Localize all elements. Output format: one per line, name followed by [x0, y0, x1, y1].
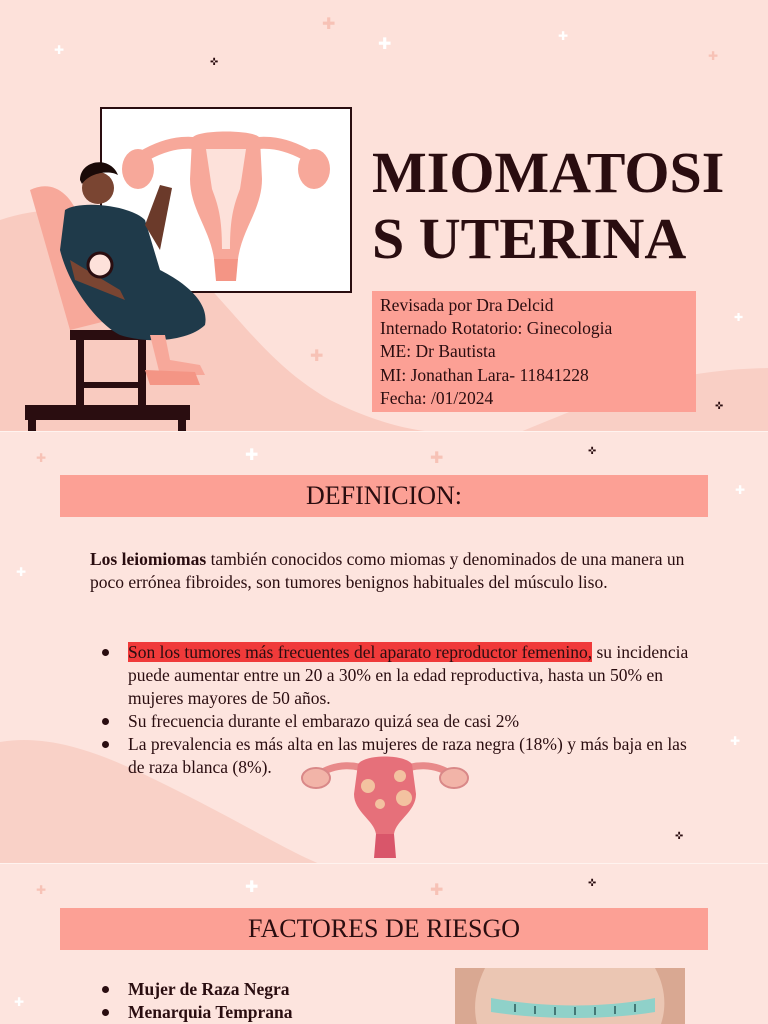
presentation-title: MIOMATOSIS UTERINA [372, 140, 725, 271]
definition-term: Los leiomiomas [90, 549, 207, 569]
info-mi: MI: Jonathan Lara- 11841228 [380, 364, 589, 385]
info-rotation: Internado Rotatorio: Ginecologia [380, 318, 613, 339]
tape-measure-photo [455, 968, 685, 1024]
sparkle-icon: ✚ [310, 346, 324, 365]
list-item: Mujer de Raza Negra [90, 978, 293, 1001]
info-reviewer: Revisada por Dra Delcid [380, 295, 554, 315]
sparkle-icon: ✚ [378, 34, 392, 53]
sparkle-icon: ✚ [735, 483, 746, 497]
sparkle-icon: ✚ [36, 883, 47, 897]
info-me: ME: Dr Bautista [380, 341, 496, 362]
sparkle-icon: ✚ [14, 995, 25, 1009]
sparkle-icon: ✚ [16, 565, 27, 579]
list-item [90, 641, 690, 710]
cross-icon: ✜ [675, 831, 684, 842]
definition-paragraph [90, 548, 690, 594]
definicion-heading: DEFINICION: [60, 475, 708, 517]
list-item: Menarquia Temprana [90, 1001, 293, 1024]
bullet-text: La prevalencia es más alta en las mujeres de raza negra (18%) y más baja en las de raza blanca (8%). [128, 734, 687, 777]
bullet-text: su incidencia puede aumentar entre un 20 a 30% en la edad reproductiva, hasta un 50% en mujeres mayores de 50 años. [128, 642, 689, 708]
presentation-info-box [372, 291, 696, 412]
cross-icon: ✜ [715, 401, 724, 412]
sparkle-icon: ✚ [430, 880, 444, 899]
info-date: Fecha: /01/2024 [380, 387, 494, 408]
definition-text: también conocidos como miomas y denominados de una manera un poco errónea fibroides, son tumores benignos habituales del músculo liso. [90, 549, 685, 592]
highlighted-text: Son los tumores más frecuentes del aparato reproductor femenino, [128, 642, 593, 662]
sparkle-icon: ✚ [708, 49, 719, 63]
list-item [90, 710, 690, 733]
bullet-text: Su frecuencia durante el embarazo quizá sea de casi 2% [128, 711, 520, 731]
sparkle-icon: ✚ [730, 734, 741, 748]
cover-slide [0, 0, 768, 432]
seated-woman-illustration [10, 150, 250, 432]
factores-heading: FACTORES DE RIESGO [60, 908, 708, 950]
sparkle-icon: ✚ [54, 43, 65, 57]
risk-factors-list [90, 978, 293, 1024]
sparkle-icon: ✚ [36, 451, 47, 465]
uterus-fibroids-illustration [296, 754, 472, 860]
sparkle-icon: ✚ [430, 448, 444, 467]
cross-icon: ✜ [588, 446, 597, 457]
cross-icon: ✜ [588, 878, 597, 889]
sparkle-icon: ✚ [322, 14, 336, 33]
sparkle-icon: ✚ [245, 445, 259, 464]
tape-measure-drawing [455, 968, 685, 1024]
sparkle-icon: ✚ [734, 311, 744, 324]
cross-icon: ✜ [210, 57, 219, 68]
sparkle-icon: ✚ [245, 877, 259, 896]
sparkle-icon: ✚ [558, 29, 569, 43]
